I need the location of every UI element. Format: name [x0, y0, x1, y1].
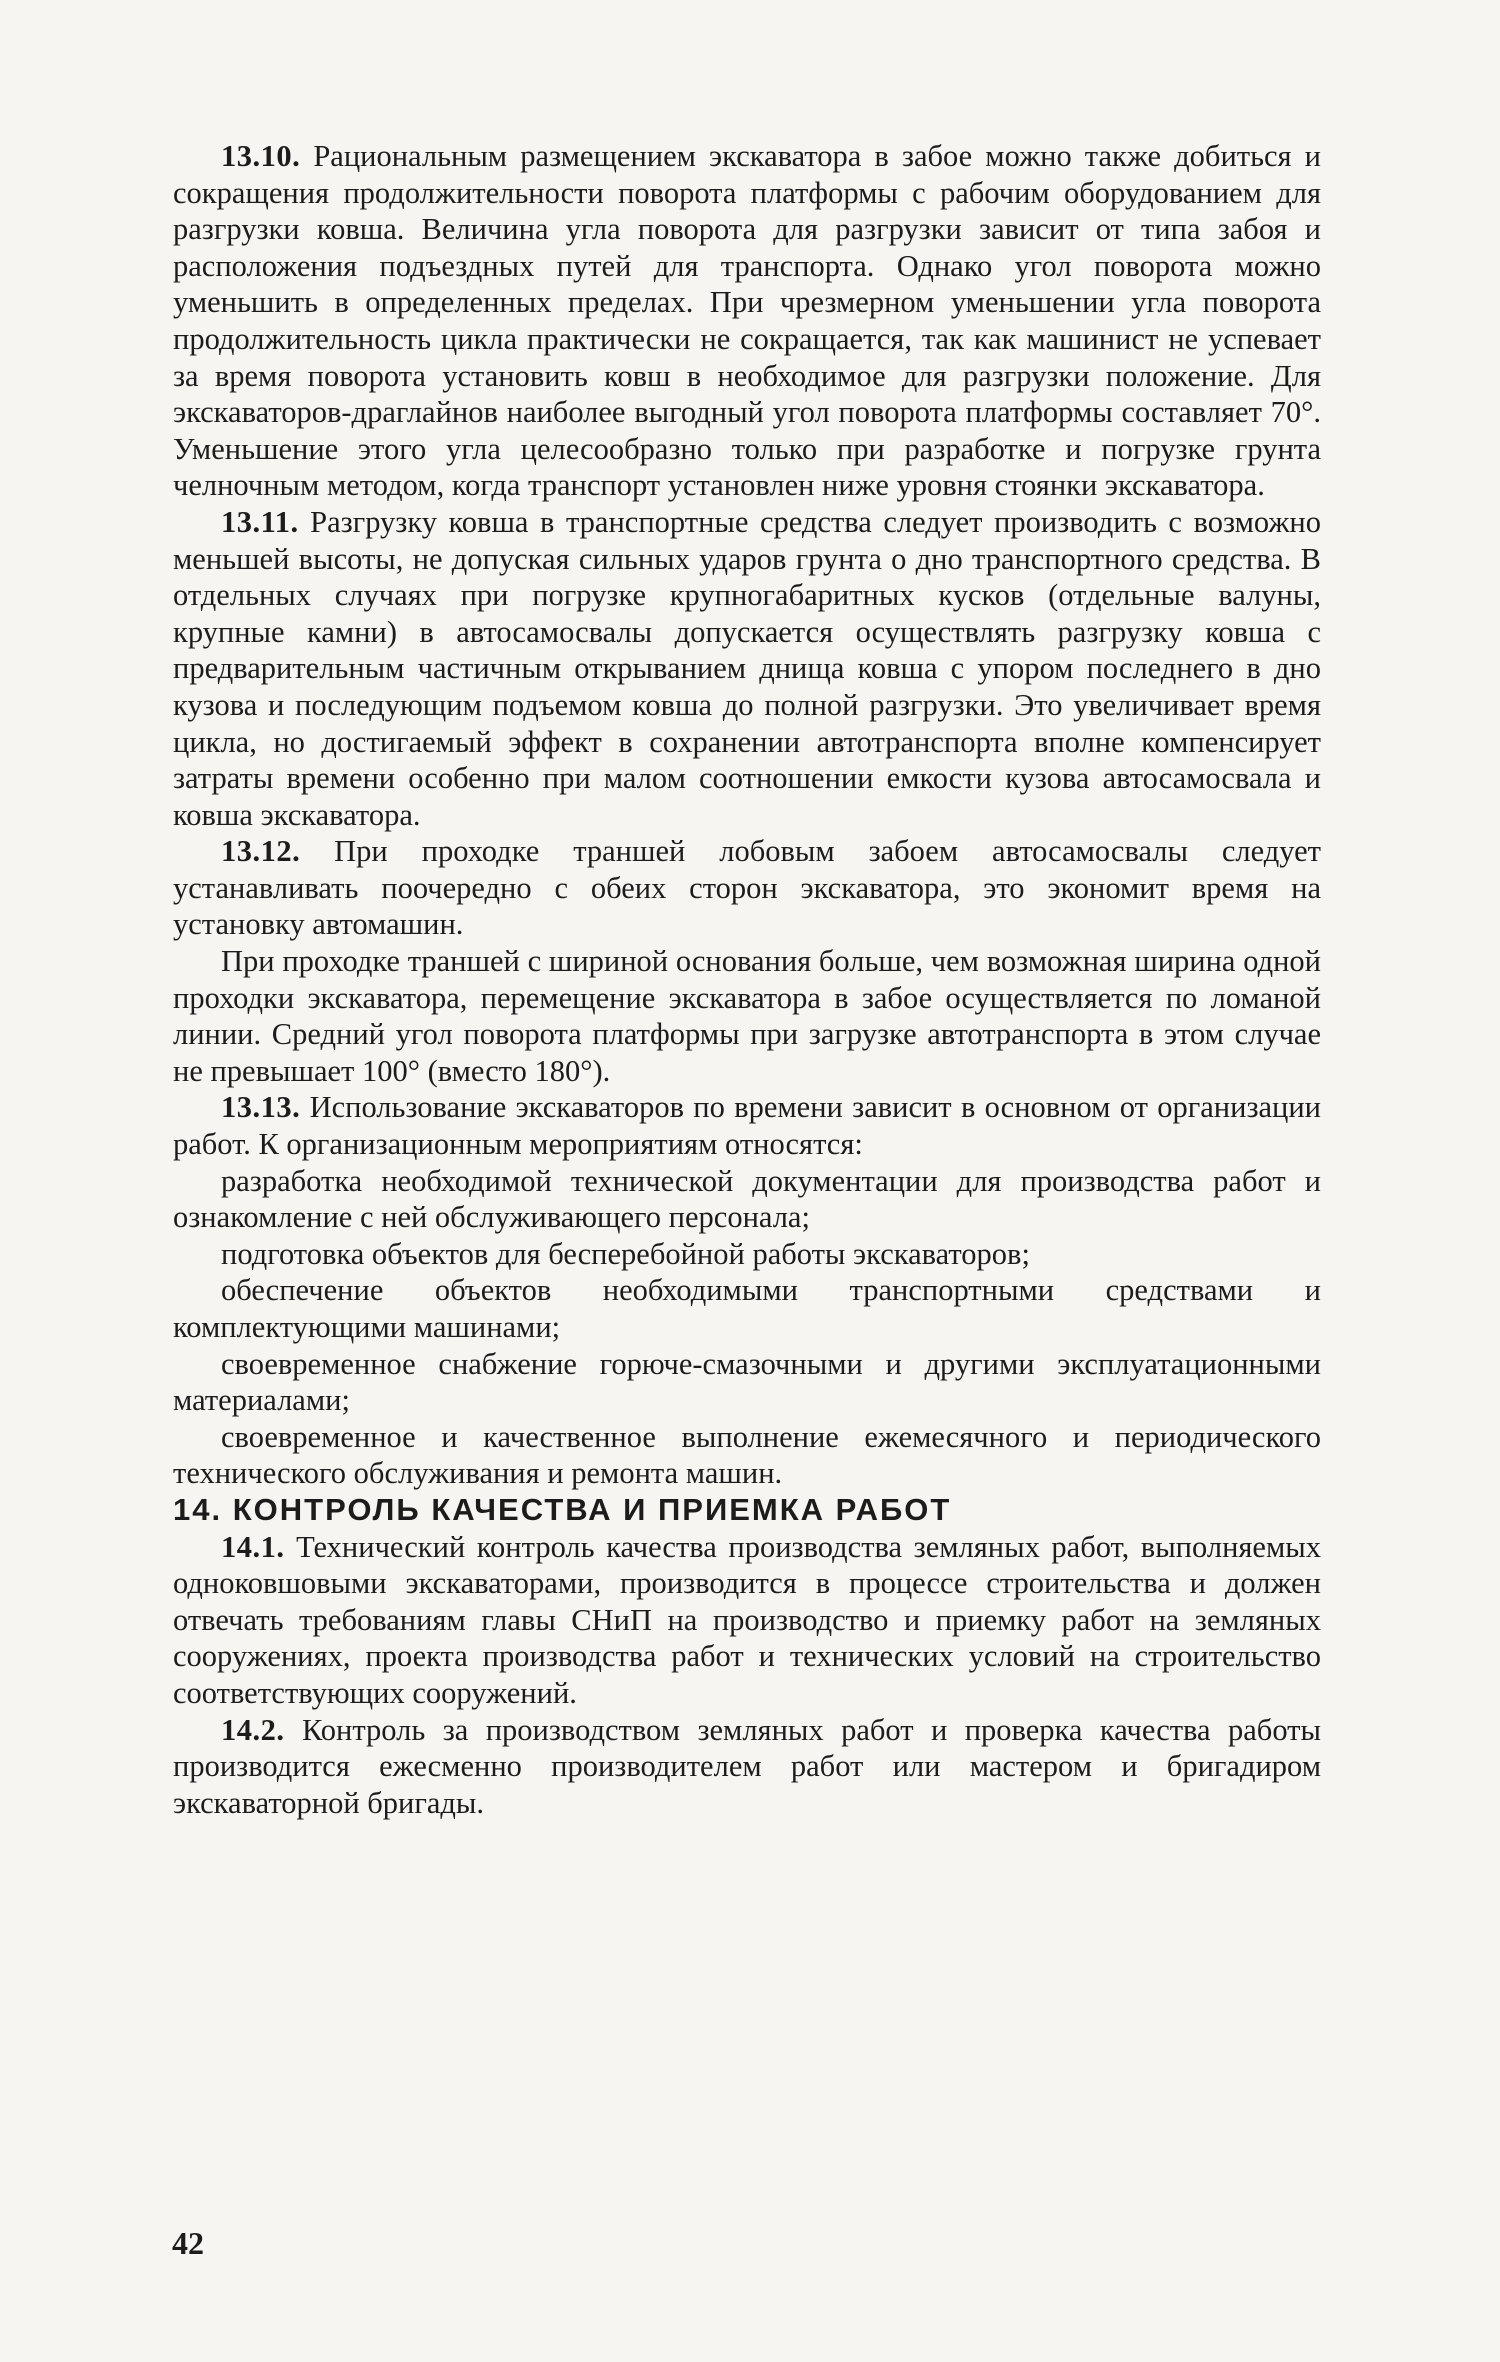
clause-number: 14.1. [221, 1529, 285, 1564]
list-item: подготовка объектов для бесперебойной работы экскаваторов; [221, 1236, 1030, 1271]
paragraph-13-13 [173, 1089, 1321, 1162]
paragraph-trench-note [173, 943, 1321, 1089]
paragraph-14-1 [173, 1529, 1321, 1712]
clause-number: 13.10. [221, 139, 301, 173]
list-item: своевременное и качественное выполнение ежемесячного и периодического технического обслуживания и ремонта машин. [173, 1419, 1321, 1491]
clause-number: 14.2. [221, 1712, 285, 1747]
list-item: обеспечение объектов необходимыми транспортными средствами и комплектующими машинами; [173, 1273, 1321, 1344]
paragraph-text: Контроль за производством земляных работ и проверка качества работы производится ежесменно производителем работ или мастером и бригадиром экскаваторной бригады. [173, 1712, 1321, 1820]
page-number: 42 [172, 2225, 204, 2261]
paragraph-14-2 [173, 1712, 1321, 1822]
paragraph-13-11 [173, 504, 1321, 833]
section-heading: 14. КОНТРОЛЬ КАЧЕСТВА И ПРИЕМКА РАБОТ [173, 1491, 952, 1527]
clause-number: 13.13. [221, 1090, 301, 1125]
paragraph-13-12 [173, 833, 1321, 943]
paragraph-text: При проходке траншей с шириной основания больше, чем возможная ширина одной проходки экскаватора, перемещение экскаватора в забое осуществляется по ломаной линии. Средний угол поворота платформы при загрузке автотранспорта в этом случае не превышает 100° (вместо 180°). [173, 944, 1321, 1088]
clause-number: 13.11. [221, 504, 299, 539]
list-item: своевременное снабжение горюче-смазочными и другими эксплуатационными материалами; [173, 1346, 1321, 1418]
list-item: разработка необходимой технической документации для производства работ и ознакомление с ней обслуживающего персонала; [173, 1163, 1321, 1235]
page-text [173, 138, 1321, 1821]
paragraph-text: Технический контроль качества производства земляных работ, выполняемых одноковшовыми экскаваторами, производится в процессе строительства и должен отвечать требованиям главы СНиП на производство и приемку работ на земляных сооружениях, проекта производства работ и технических условий на строительство соответствующих сооружений. [173, 1529, 1322, 1710]
paragraph-text: Разгрузку ковша в транспортные средства следует производить с возможно меньшей высоты, не допуская сильных ударов грунта о дно транспортного средства. В отдельных случаях при погрузке крупногабаритных кусков (отдельные валуны, крупные камни) в автосамосвалы допускается осуществлять разгрузку ковша с предварительным частичным открыванием днища ковша с упором последнего в дно кузова и последующим подъемом ковша до полной разгрузки. Это увеличивает время цикла, но достигаемый эффект в сохранении автотранспорта вполне компенсирует затраты времени особенно при малом соотношении емкости кузова автосамосвала и ковша экскаватора. [173, 504, 1321, 832]
clause-number: 13.12. [221, 834, 301, 869]
paragraph-text: При проходке траншей лобовым забоем автосамосвалы следует устанавливать поочередно с обеих сторон экскаватора, это экономит время на установку автомашин. [173, 834, 1321, 942]
paragraph-13-10 [173, 138, 1321, 504]
paragraph-text: Рациональным размещением экскаватора в забое можно также добиться и сокращения продолжительности поворота платформы с рабочим оборудованием для разгрузки ковша. Величина угла поворота для разгрузки зависит от типа забоя и расположения подъездных путей для транспорта. Однако угол поворота можно уменьшить в определенных пределах. При чрезмерном уменьшении угла поворота продолжительность цикла практически не сокращается, так как машинист не успевает за время поворота установить ковш в необходимое для разгрузки положение. Для экскаваторов-драглайнов наиболее выгодный угол поворота платформы составляет 70°. Уменьшение этого угла целесообразно только при разработке и погрузке грунта челночным методом, когда транспорт установлен ниже уровня стоянки экскаватора. [173, 139, 1321, 503]
paragraph-text: Использование экскаваторов по времени зависит в основном от организации работ. К организационным мероприятиям относятся: [173, 1090, 1322, 1162]
